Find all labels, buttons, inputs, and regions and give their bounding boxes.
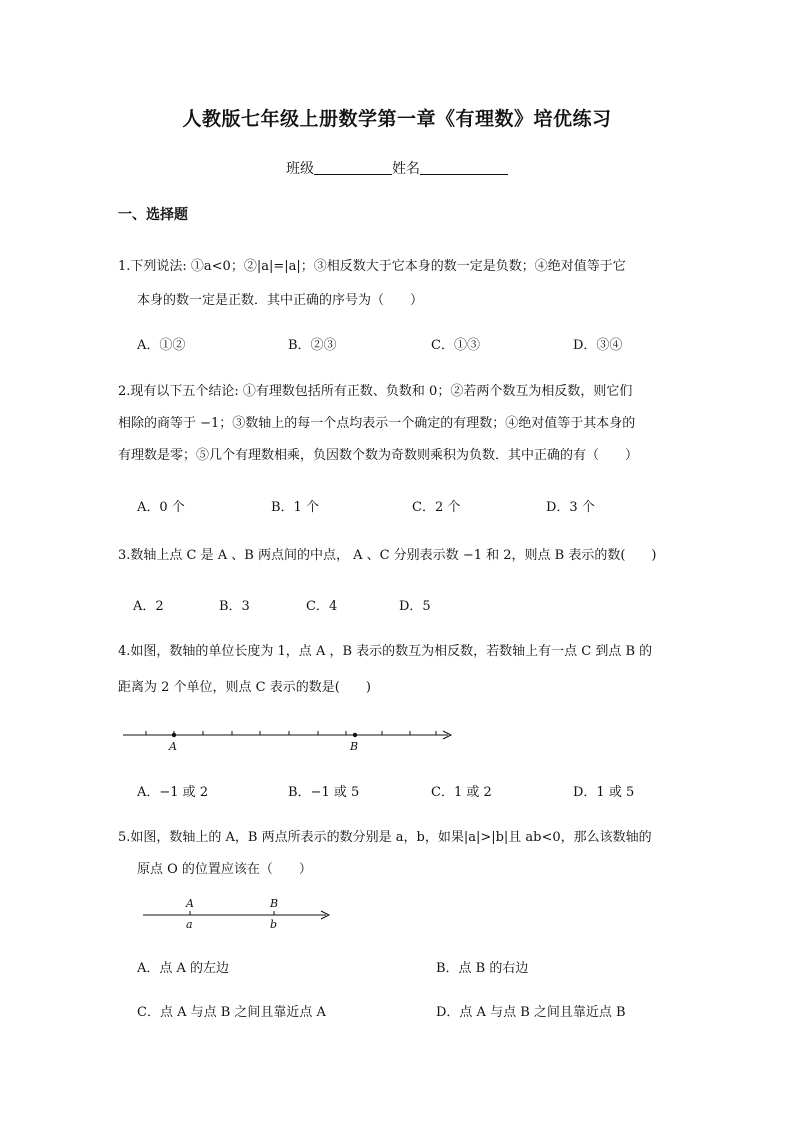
question-4-line-1: 4.如图，数轴的单位长度为 1，点 A ，B 表示的数互为相反数，若数轴上有一点 C 到点 B 的 bbox=[118, 644, 653, 659]
value-b-label: b bbox=[270, 918, 278, 931]
question-1-line-1: 1.下列说法: ①a<0；②|a|=|a|；③相反数大于它本身的数一定是负数；④绝对值等于它 bbox=[118, 259, 626, 274]
section-heading: 一、选择题 bbox=[118, 207, 188, 223]
class-blank[interactable] bbox=[314, 160, 392, 175]
question-2-line-1: 2.现有以下五个结论: ①有理数包括所有正数、负数和 0；②若两个数互为相反数，则它们 bbox=[118, 384, 633, 399]
question-1-option-a[interactable]: A．①② bbox=[137, 338, 186, 353]
question-5-option-c[interactable]: C．点 A 与点 B 之间且靠近点 A bbox=[137, 1005, 326, 1020]
question-3-option-a[interactable]: A．2 bbox=[133, 599, 164, 614]
name-blank[interactable] bbox=[420, 160, 508, 175]
question-4-option-d[interactable]: D．1 或 5 bbox=[573, 785, 635, 800]
point-b bbox=[353, 733, 357, 737]
class-name-line bbox=[0, 158, 794, 178]
question-3-option-d[interactable]: D．5 bbox=[399, 599, 431, 614]
question-5-number-line bbox=[138, 894, 338, 934]
question-3-line-1: 3.数轴上点 C 是 A 、B 两点间的中点， A 、C 分别表示数 −1 和 2，则点 B 表示的数( ) bbox=[118, 548, 657, 563]
question-4-line-2: 距离为 2 个单位，则点 C 表示的数是( ) bbox=[118, 680, 371, 695]
point-b-label: B bbox=[270, 897, 279, 910]
question-5-option-a[interactable]: A．点 A 的左边 bbox=[137, 961, 230, 976]
axis-ticks bbox=[146, 731, 436, 735]
question-2-option-a[interactable]: A．0 个 bbox=[137, 500, 185, 515]
question-4-number-line bbox=[118, 722, 463, 756]
question-5-line-1: 5.如图，数轴上的 A，B 两点所表示的数分别是 a，b，如果|a|>|b|且 ab<0，那么该数轴的 bbox=[118, 830, 652, 845]
question-1-option-d[interactable]: D．③④ bbox=[573, 338, 623, 353]
page-title: 人教版七年级上册数学第一章《有理数》培优练习 bbox=[182, 108, 612, 130]
question-2-option-d[interactable]: D．3 个 bbox=[546, 500, 595, 515]
point-b-label: B bbox=[350, 740, 359, 753]
question-3-option-c[interactable]: C．4 bbox=[306, 599, 338, 614]
point-a bbox=[172, 733, 176, 737]
question-2-line-3: 有理数是零；⑤几个有理数相乘，负因数个数为奇数则乘积为负数．其中正确的有（ ） bbox=[118, 448, 639, 463]
question-4-option-c[interactable]: C．1 或 2 bbox=[431, 785, 492, 800]
question-1-line-2: 本身的数一定是正数．其中正确的序号为（ ） bbox=[137, 293, 424, 308]
question-5-option-d[interactable]: D．点 A 与点 B 之间且靠近点 B bbox=[436, 1005, 626, 1020]
question-2-line-2: 相除的商等于 −1；③数轴上的每一个点均表示一个确定的有理数；④绝对值等于其本身的 bbox=[118, 416, 636, 431]
question-4-option-b[interactable]: B．−1 或 5 bbox=[288, 785, 360, 800]
point-a-label: A bbox=[186, 897, 194, 910]
question-1-option-c[interactable]: C．①③ bbox=[431, 338, 480, 353]
question-2-option-b[interactable]: B．1 个 bbox=[271, 500, 319, 515]
class-label: 班级 bbox=[286, 161, 314, 177]
question-5-option-b[interactable]: B．点 B 的右边 bbox=[436, 961, 529, 976]
question-3-option-b[interactable]: B．3 bbox=[219, 599, 250, 614]
question-4-option-a[interactable]: A．−1 或 2 bbox=[137, 785, 209, 800]
point-a-label: A bbox=[169, 740, 177, 753]
value-a-label: a bbox=[186, 918, 193, 931]
name-label: 姓名 bbox=[392, 161, 420, 177]
question-1-option-b[interactable]: B．②③ bbox=[288, 338, 337, 353]
question-5-line-2: 原点 O 的位置应该在（ ） bbox=[137, 862, 312, 877]
question-2-option-c[interactable]: C．2 个 bbox=[412, 500, 461, 515]
